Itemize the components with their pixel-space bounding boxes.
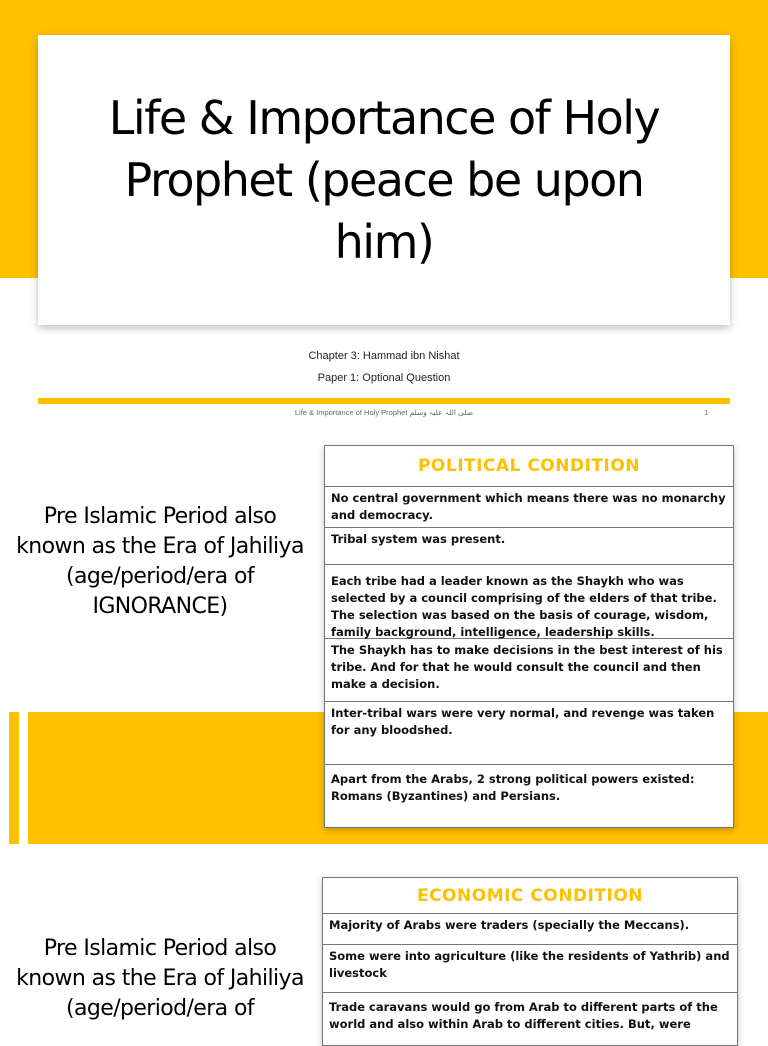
table-row: Apart from the Arabs, 2 strong political powers existed: Romans (Byzantines) and Persians. [331, 772, 695, 803]
table-row: No central government which means there was no monarchy and democracy. [325, 487, 733, 528]
footer-title: Life & Importance of Holy Prophet صلی اللہ علیہ وسلم [294, 408, 474, 417]
title-slide [0, 0, 768, 431]
political-condition-slide [0, 432, 768, 846]
table-row: Tribal system was present. [325, 528, 733, 565]
political-condition-table [324, 445, 734, 828]
page-number: 1 [704, 408, 709, 417]
economic-condition-slide [0, 847, 768, 1031]
table-row: The Shaykh has to make decisions in the best interest of his tribe. And for that he would consult the council and then make a decision. [325, 639, 733, 702]
title-card [38, 35, 730, 325]
economic-condition-table [322, 877, 738, 1046]
accent-left-bar [9, 712, 19, 844]
side-heading: Pre Islamic Period also known as the Era of Jahiliya (age/period/era of [16, 936, 304, 1021]
table-row: Trade caravans would go from Arab to different parts of the world and also within Arab to different cities. But, were [329, 1000, 718, 1031]
table-row: Some were into agriculture (like the residents of Yathrib) and livestock [323, 945, 737, 993]
slide-title: Life & Importance of Holy Prophet (peace be upon him) [108, 91, 660, 269]
table-row: Majority of Arabs were traders (specially the Meccans). [323, 914, 737, 945]
subtitle-paper: Paper 1: Optional Question [317, 372, 451, 384]
table-row: Each tribe had a leader known as the Shaykh who was selected by a council comprising of the elders of that tribe. The selection was based on the basis of courage, wisdom, family background, intelligence, leadership skills. [325, 565, 733, 639]
subtitle-chapter: Chapter 3: Hammad ibn Nishat [308, 350, 460, 362]
table-title: ECONOMIC CONDITION [323, 878, 737, 914]
table-title: POLITICAL CONDITION [325, 446, 733, 487]
table-row: Inter-tribal wars were very normal, and revenge was taken for any bloodshed. [325, 702, 733, 765]
side-heading: Pre Islamic Period also known as the Era of Jahiliya (age/period/era of IGNORANCE) [16, 504, 304, 619]
divider-rule [38, 398, 730, 404]
